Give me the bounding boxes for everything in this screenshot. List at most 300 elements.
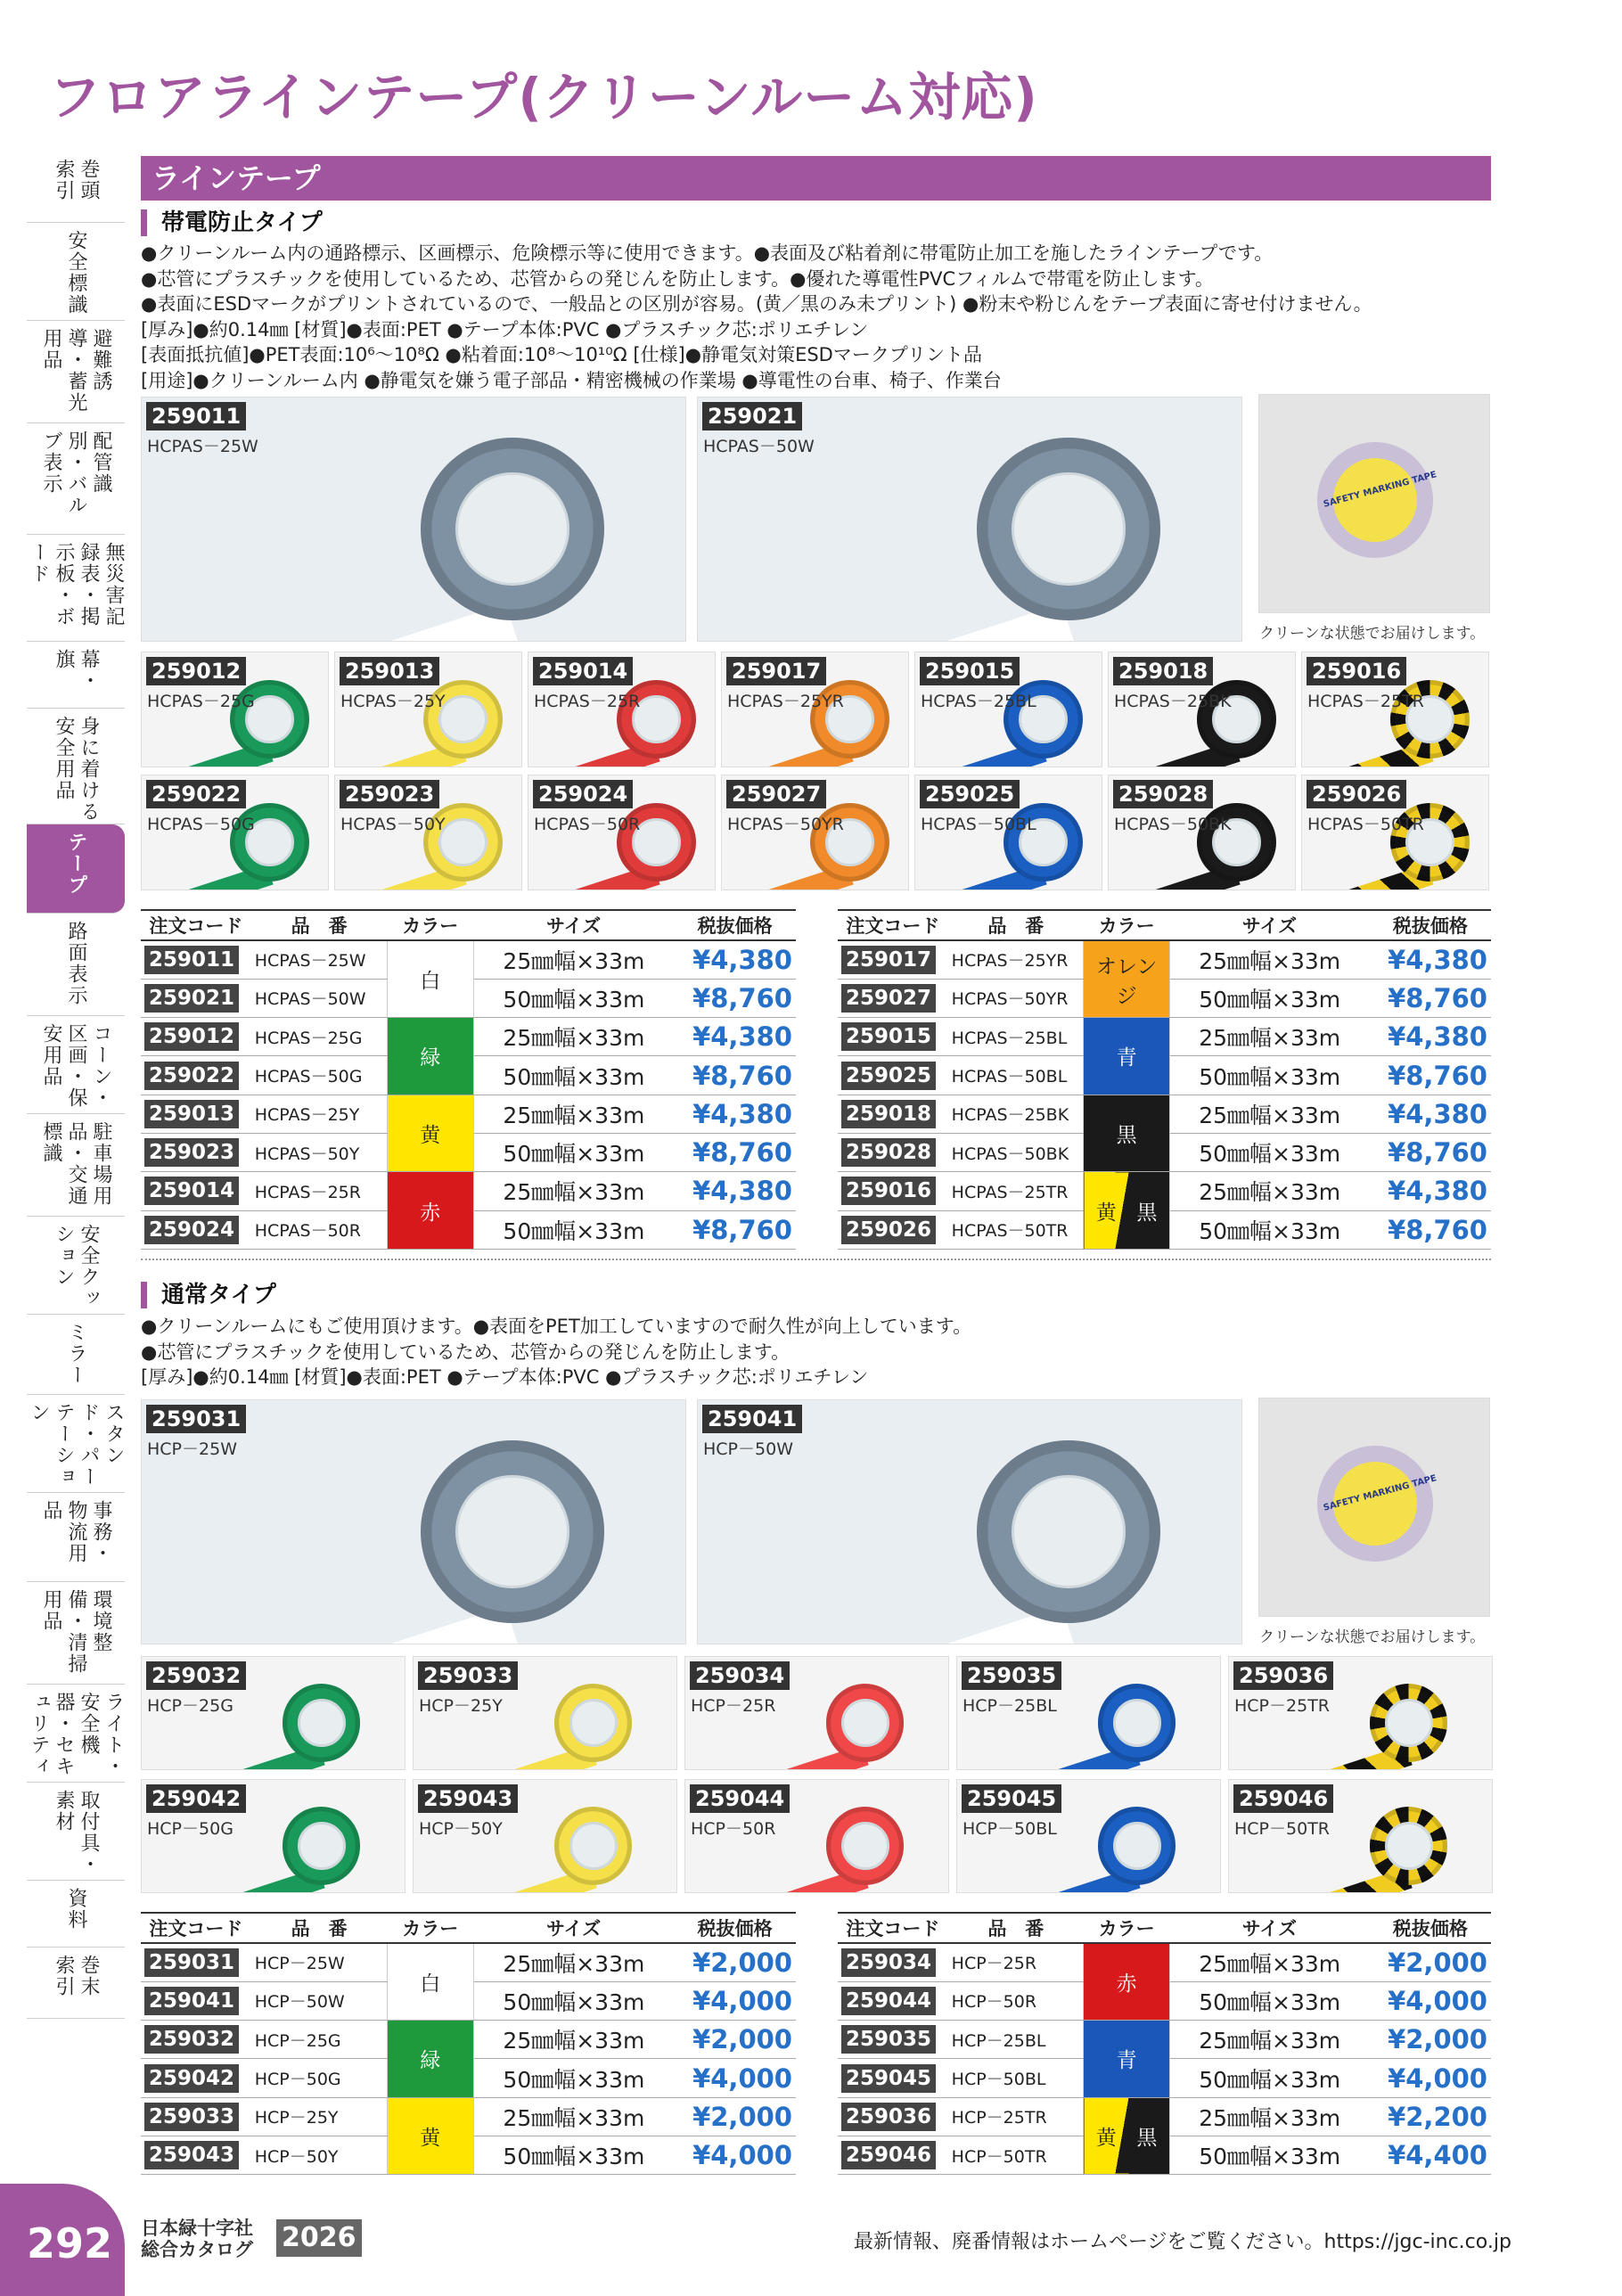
order-code-label: 259015 <box>841 1022 936 1051</box>
table-row <box>838 1172 1491 1210</box>
sidebar-item[interactable] <box>27 824 125 914</box>
product-model: HCP－25G <box>147 1696 233 1716</box>
table-header: カラー <box>388 910 474 940</box>
catalog-name: 総合カタログ <box>141 2239 253 2260</box>
size: 50㎜幅×33m <box>1169 1981 1369 2020</box>
sidebar-item-label: テープ <box>65 832 87 896</box>
sidebar-item[interactable] <box>27 1685 125 1783</box>
order-code <box>838 979 948 1017</box>
table-row <box>141 1095 796 1133</box>
table-header: サイズ <box>1169 1913 1369 1943</box>
size: 25㎜幅×33m <box>473 2097 674 2136</box>
sidebar-item[interactable] <box>27 914 125 1016</box>
product-code: 259041 <box>702 1405 802 1433</box>
product-model: HCPAS－50Y <box>340 815 446 834</box>
order-code-label: 259042 <box>144 2064 239 2093</box>
product-photo <box>334 775 522 890</box>
model-number: HCP－50TR <box>948 2136 1084 2174</box>
product-code: 259017 <box>726 657 826 685</box>
table-header-row <box>141 1913 796 1943</box>
order-code-label: 259012 <box>144 1022 239 1051</box>
product-photo <box>334 652 522 767</box>
size: 25㎜幅×33m <box>1169 1172 1369 1210</box>
product-code: 259046 <box>1233 1784 1333 1813</box>
tape-strip <box>141 604 520 642</box>
product-code: 259014 <box>533 657 633 685</box>
product-photo <box>141 652 329 767</box>
sidebar-item-label: 安全標識 <box>65 230 87 316</box>
order-code-label: 259018 <box>841 1100 936 1128</box>
sidebar-item[interactable] <box>27 535 125 642</box>
table-row <box>838 1943 1491 1981</box>
order-code-label: 259036 <box>841 2103 936 2131</box>
order-code <box>141 2136 251 2174</box>
color-cell <box>1084 1095 1169 1172</box>
order-code <box>141 940 251 979</box>
size: 50㎜幅×33m <box>473 1056 674 1095</box>
product-model: HCP－25BL <box>963 1696 1057 1716</box>
product-code: 259044 <box>690 1784 790 1813</box>
color-label: 緑 <box>420 2049 441 2073</box>
tape-core <box>438 818 487 867</box>
order-code <box>838 2136 948 2174</box>
order-code-label: 259014 <box>144 1177 239 1205</box>
order-code-label: 259025 <box>841 1062 936 1090</box>
price: ¥4,380 <box>1370 940 1491 979</box>
order-code-label: 259027 <box>841 984 936 1013</box>
color-label: 緑 <box>420 1046 441 1070</box>
product-photo <box>697 1399 1242 1644</box>
model-number: HCP－50G <box>251 2059 388 2097</box>
company-name: 日本緑十字社 <box>141 2218 253 2239</box>
model-number: HCP－25Y <box>251 2097 388 2136</box>
sidebar-item-label: 資料 <box>65 1888 87 1931</box>
sidebar-item[interactable] <box>27 642 125 709</box>
product-photo <box>141 775 329 890</box>
sidebar-item[interactable] <box>27 1783 125 1881</box>
sidebar-item[interactable] <box>27 1582 125 1685</box>
order-code-label: 259026 <box>841 1216 936 1244</box>
product-model: HCP－25W <box>147 1439 237 1459</box>
price: ¥2,000 <box>674 2021 796 2059</box>
sidebar-item-label: 環境整備・清掃用品 <box>40 1589 112 1675</box>
order-code <box>141 2059 251 2097</box>
description-line: ●表面にESDマークがプリントされているので、一般品との区別が容易。(黄／黒のみ未プリント) ●粉末や粉じんをテープ表面に寄せ付けません。 <box>141 293 1372 315</box>
sidebar-item-label: コーン・区画・保安用品 <box>40 1023 112 1109</box>
table-row <box>838 940 1491 979</box>
color-cell <box>388 1943 474 2021</box>
product-model: HCP－25TR <box>1234 1696 1330 1716</box>
price: ¥8,760 <box>674 1210 796 1249</box>
model-number: HCPAS－50Y <box>251 1133 388 1171</box>
product-photo <box>528 775 716 890</box>
price: ¥8,760 <box>1370 1056 1491 1095</box>
model-number: HCP－50BL <box>948 2059 1084 2097</box>
table-header: 品 番 <box>251 1913 388 1943</box>
model-number: HCPAS－25BK <box>948 1095 1084 1133</box>
product-photo <box>721 775 909 890</box>
table-header-row <box>141 910 796 940</box>
table-header: 注文コード <box>838 910 948 940</box>
model-number: HCPAS－25G <box>251 1018 388 1056</box>
description-line: [厚み]●約0.14㎜ [材質]●表面:PET ●テープ本体:PVC ●プラスチック芯:ポリエチレン <box>141 1366 869 1388</box>
product-code: 259032 <box>146 1661 246 1690</box>
order-code-label: 259021 <box>144 984 239 1013</box>
order-code-label: 259044 <box>841 1987 936 2015</box>
table-row <box>838 1095 1491 1133</box>
color-label: 赤 <box>420 1201 441 1225</box>
model-number: HCPAS－50G <box>251 1056 388 1095</box>
price: ¥4,000 <box>674 2059 796 2097</box>
product-photo <box>914 775 1102 890</box>
product-model: HCP－50TR <box>1234 1819 1330 1839</box>
product-model: HCPAS－25TR <box>1307 692 1424 711</box>
sidebar-item-label: ミラー <box>65 1322 87 1386</box>
table-row <box>838 2021 1491 2059</box>
color-label: 黄 <box>1095 2126 1117 2150</box>
sidebar-item-label: 無災害記録表・掲示板・ボード <box>28 542 125 627</box>
size: 50㎜幅×33m <box>473 979 674 1017</box>
sidebar-item[interactable] <box>27 152 125 223</box>
table-row <box>141 1172 796 1210</box>
order-code-label: 259024 <box>144 1216 239 1244</box>
sidebar-item[interactable] <box>27 321 125 423</box>
color-label: 青 <box>1116 1046 1137 1070</box>
spec-table-antistatic-left <box>141 909 796 1250</box>
table-header-row <box>838 910 1491 940</box>
size: 50㎜幅×33m <box>1169 1133 1369 1171</box>
table-header: サイズ <box>1169 910 1369 940</box>
sidebar-item[interactable] <box>27 223 125 321</box>
sidebar-item-label: 避難誘導・蓄光用品 <box>40 328 112 414</box>
sidebar-item-label: 安全クッション <box>53 1224 100 1309</box>
price: ¥4,380 <box>1370 1095 1491 1133</box>
product-photo <box>141 397 686 642</box>
order-code-label: 259016 <box>841 1177 936 1205</box>
order-code <box>838 1210 948 1249</box>
product-photo <box>956 1656 1221 1770</box>
order-code-label: 259033 <box>144 2103 239 2131</box>
product-model: HCPAS－50YR <box>727 815 844 834</box>
description-line: [厚み]●約0.14㎜ [材質]●表面:PET ●テープ本体:PVC ●プラスチック芯:ポリエチレン <box>141 318 869 340</box>
order-code <box>838 1056 948 1095</box>
table-header: カラー <box>1084 910 1169 940</box>
model-number: HCPAS－25W <box>251 940 388 979</box>
sidebar-item[interactable] <box>27 1114 125 1217</box>
product-code: 259042 <box>146 1784 246 1813</box>
table-row <box>141 1943 796 1981</box>
table-header: 税抜価格 <box>674 1913 796 1943</box>
tape-core <box>841 1822 889 1870</box>
size: 50㎜幅×33m <box>1169 2059 1369 2097</box>
sidebar-item-label: 巻頭索引 <box>53 159 100 201</box>
section-divider <box>141 1259 1491 1260</box>
tape-core <box>569 1699 618 1747</box>
color-label: オレンジ <box>1095 955 1158 1008</box>
color-cell <box>388 1095 474 1172</box>
model-number: HCP－25W <box>251 1943 388 1981</box>
order-code <box>141 1981 251 2020</box>
sidebar-item-label: 巻末索引 <box>53 1955 100 1997</box>
product-code: 259027 <box>726 780 826 808</box>
product-model: HCPAS－50G <box>147 815 255 834</box>
order-code <box>141 1095 251 1133</box>
product-code: 259015 <box>920 657 1020 685</box>
order-code-label: 259028 <box>841 1138 936 1167</box>
sidebar-item[interactable] <box>27 1493 125 1582</box>
product-model: HCPAS－25YR <box>727 692 844 711</box>
tape-core <box>455 1475 569 1589</box>
price: ¥4,000 <box>674 1981 796 2020</box>
page-title: フロアラインテープ(クリーンルーム対応) <box>49 67 1038 127</box>
order-code-label: 259034 <box>841 1948 936 1977</box>
section-description-antistatic <box>141 241 1372 393</box>
price: ¥4,000 <box>1370 1981 1491 2020</box>
product-model: HCP－50G <box>147 1819 233 1839</box>
sidebar-item[interactable] <box>27 1881 125 1948</box>
product-code: 259028 <box>1113 780 1213 808</box>
color-cell <box>1084 1172 1169 1250</box>
table-row <box>838 2097 1491 2136</box>
tape-core <box>1012 472 1126 586</box>
order-code <box>838 2021 948 2059</box>
order-code-label: 259032 <box>144 2025 239 2054</box>
color-cell <box>388 1172 474 1250</box>
sidebar-item-label: ライト・安全機器・セキュリティ <box>28 1692 125 1777</box>
product-photo <box>914 652 1102 767</box>
product-photo <box>956 1779 1221 1893</box>
product-photo <box>1108 652 1296 767</box>
price: ¥4,380 <box>1370 1018 1491 1056</box>
order-code <box>141 1172 251 1210</box>
sidebar-item-label: 事務・物流用品 <box>40 1500 112 1564</box>
order-code <box>838 1095 948 1133</box>
sidebar-item[interactable] <box>27 423 125 535</box>
price: ¥2,200 <box>1370 2097 1491 2136</box>
price: ¥4,380 <box>674 1018 796 1056</box>
sidebar-item[interactable] <box>27 1016 125 1114</box>
sidebar-item-label: 路面表示 <box>65 921 87 1006</box>
model-number: HCP－25R <box>948 1943 1084 1981</box>
color-cell <box>1084 1943 1169 2021</box>
size: 50㎜幅×33m <box>473 2136 674 2174</box>
order-code-label: 259022 <box>144 1062 239 1090</box>
table-header: 品 番 <box>948 910 1084 940</box>
size: 50㎜幅×33m <box>1169 979 1369 1017</box>
tape-core <box>1385 1822 1433 1870</box>
model-number: HCPAS－50W <box>251 979 388 1017</box>
table-row <box>141 1018 796 1056</box>
color-label: 黄 <box>1095 1201 1117 1225</box>
size: 25㎜幅×33m <box>473 1018 674 1056</box>
product-photo <box>528 652 716 767</box>
price: ¥2,000 <box>674 1943 796 1981</box>
description-line: ●芯管にプラスチックを使用しているため、芯管からの発じんを防止します。 <box>141 1341 791 1363</box>
sidebar-item-label: スタンド・パーテーション <box>28 1402 125 1488</box>
product-photo <box>1228 1656 1493 1770</box>
sidebar-item[interactable] <box>27 1315 125 1395</box>
model-number: HCPAS－50R <box>251 1210 388 1249</box>
table-row <box>141 2097 796 2136</box>
sidebar-item-label: 取付具・素材 <box>53 1790 100 1875</box>
size: 25㎜幅×33m <box>473 2021 674 2059</box>
order-code-label: 259017 <box>841 946 936 974</box>
product-code: 259026 <box>1307 780 1406 808</box>
size: 25㎜幅×33m <box>1169 1943 1369 1981</box>
spec-table-antistatic-right <box>838 909 1491 1250</box>
product-model: HCPAS－50BL <box>921 815 1036 834</box>
sidebar-item[interactable] <box>27 1395 125 1493</box>
product-photo <box>413 1779 677 1893</box>
model-number: HCP－25BL <box>948 2021 1084 2059</box>
section-title-standard: 通常タイプ <box>141 1282 276 1308</box>
price: ¥4,380 <box>1370 1172 1491 1210</box>
size: 25㎜幅×33m <box>1169 2021 1369 2059</box>
sidebar-item-label: 駐車場用品・交通標識 <box>40 1121 112 1207</box>
footer-company <box>141 2218 253 2260</box>
size: 50㎜幅×33m <box>473 1981 674 2020</box>
price: ¥8,760 <box>1370 1133 1491 1171</box>
order-code-label: 259013 <box>144 1100 239 1128</box>
order-code-label: 259043 <box>144 2141 239 2169</box>
price: ¥4,380 <box>674 940 796 979</box>
order-code <box>141 1018 251 1056</box>
model-number: HCPAS－50BK <box>948 1133 1084 1171</box>
color-cell <box>388 1018 474 1095</box>
table-header: 税抜価格 <box>1370 910 1491 940</box>
order-code <box>838 1133 948 1171</box>
color-label: 青 <box>1116 2049 1137 2073</box>
color-label: 赤 <box>1116 1972 1137 1997</box>
product-code: 259033 <box>418 1661 518 1690</box>
size: 25㎜幅×33m <box>1169 2097 1369 2136</box>
footer-year: 2026 <box>276 2219 362 2257</box>
package-caption: クリーンな状態でお届けします。 <box>1259 1628 1486 1646</box>
price: ¥8,760 <box>674 1056 796 1095</box>
product-photo <box>697 397 1242 642</box>
price: ¥8,760 <box>1370 1210 1491 1249</box>
color-label-2: 黒 <box>1136 1201 1158 1225</box>
product-code: 259031 <box>146 1405 246 1433</box>
tape-core <box>438 695 487 744</box>
product-model: HCPAS－50R <box>534 815 641 834</box>
product-code: 259018 <box>1113 657 1213 685</box>
order-code <box>838 1981 948 2020</box>
order-code <box>141 979 251 1017</box>
sidebar-item-label: 幕・旗 <box>53 649 100 692</box>
order-code <box>838 940 948 979</box>
table-header: サイズ <box>473 910 674 940</box>
product-code: 259025 <box>920 780 1020 808</box>
price: ¥8,760 <box>674 1133 796 1171</box>
product-model: HCPAS－25W <box>147 437 258 456</box>
order-code-label: 259023 <box>144 1138 239 1167</box>
product-photo <box>1301 775 1489 890</box>
color-label: 白 <box>420 970 441 994</box>
order-code <box>141 2097 251 2136</box>
model-number: HCPAS－25YR <box>948 940 1084 979</box>
model-number: HCPAS－25R <box>251 1172 388 1210</box>
package-photo <box>1258 394 1490 643</box>
price: ¥4,380 <box>674 1095 796 1133</box>
size: 50㎜幅×33m <box>1169 2136 1369 2174</box>
price: ¥2,000 <box>1370 1943 1491 1981</box>
product-photo <box>1301 652 1489 767</box>
product-code: 259016 <box>1307 657 1406 685</box>
tape-strip <box>141 1607 520 1644</box>
model-number: HCPAS－50TR <box>948 1210 1084 1249</box>
product-photo <box>721 652 909 767</box>
package-label: SAFETY MARKING TAPE <box>1322 1473 1438 1513</box>
section-title-antistatic: 帯電防止タイプ <box>141 209 323 236</box>
product-model: HCPAS－25G <box>147 692 255 711</box>
order-code-label: 259046 <box>841 2141 936 2169</box>
product-model: HCPAS－25BK <box>1114 692 1232 711</box>
table-header: 注文コード <box>141 1913 251 1943</box>
sidebar-item[interactable] <box>27 1217 125 1315</box>
tape-strip <box>697 1607 1077 1644</box>
product-code: 259045 <box>962 1784 1061 1813</box>
model-number: HCPAS－50YR <box>948 979 1084 1017</box>
table-header: カラー <box>1084 1913 1169 1943</box>
tape-core <box>1385 1699 1433 1747</box>
tape-core <box>841 1699 889 1747</box>
model-number: HCP－50Y <box>251 2136 388 2174</box>
product-photo <box>141 1656 406 1770</box>
order-code <box>141 1943 251 1981</box>
description-line: [表面抵抗値]●PET表面:10⁶～10⁸Ω ●粘着面:10⁸～10¹⁰Ω [仕様]●静電気対策ESDマークプリント品 <box>141 344 983 365</box>
tape-core <box>1012 1475 1126 1589</box>
order-code <box>838 2097 948 2136</box>
color-cell <box>1084 1018 1169 1095</box>
spec-table-standard-left <box>141 1912 796 2175</box>
size: 25㎜幅×33m <box>1169 1095 1369 1133</box>
spec-table-standard-right <box>838 1912 1491 2175</box>
order-code-label: 259041 <box>144 1987 239 2015</box>
color-cell <box>388 2021 474 2098</box>
sidebar-item[interactable] <box>27 1948 125 2019</box>
product-photo <box>1108 775 1296 890</box>
size: 25㎜幅×33m <box>473 1943 674 1981</box>
product-model: HCPAS－50BK <box>1114 815 1232 834</box>
product-code: 259022 <box>146 780 246 808</box>
price: ¥2,000 <box>674 2097 796 2136</box>
product-model: HCP－50R <box>691 1819 776 1839</box>
product-model: HCPAS－25R <box>534 692 641 711</box>
table-header: 税抜価格 <box>674 910 796 940</box>
tape-core <box>455 472 569 586</box>
package-label: SAFETY MARKING TAPE <box>1322 470 1438 510</box>
order-code <box>838 1018 948 1056</box>
product-model: HCPAS－25BL <box>921 692 1036 711</box>
description-line: ●クリーンルームにもご使用頂けます。●表面をPET加工していますので耐久性が向上しています。 <box>141 1316 972 1337</box>
product-code: 259034 <box>690 1661 790 1690</box>
product-photo <box>413 1656 677 1770</box>
footer-note[interactable]: 最新情報、廃番情報はホームページをご覧ください。https://jgc-inc.co.jp <box>854 2231 1511 2253</box>
size: 25㎜幅×33m <box>1169 1018 1369 1056</box>
size: 50㎜幅×33m <box>473 2059 674 2097</box>
tape-core <box>569 1822 618 1870</box>
color-cell <box>1084 2097 1169 2175</box>
tape-strip <box>697 604 1077 642</box>
model-number: HCP－50R <box>948 1981 1084 2020</box>
table-header-row <box>838 1913 1491 1943</box>
model-number: HCP－25G <box>251 2021 388 2059</box>
size: 25㎜幅×33m <box>473 1172 674 1210</box>
order-code <box>838 1172 948 1210</box>
sidebar-item[interactable] <box>27 709 125 824</box>
sidebar <box>27 152 125 2184</box>
